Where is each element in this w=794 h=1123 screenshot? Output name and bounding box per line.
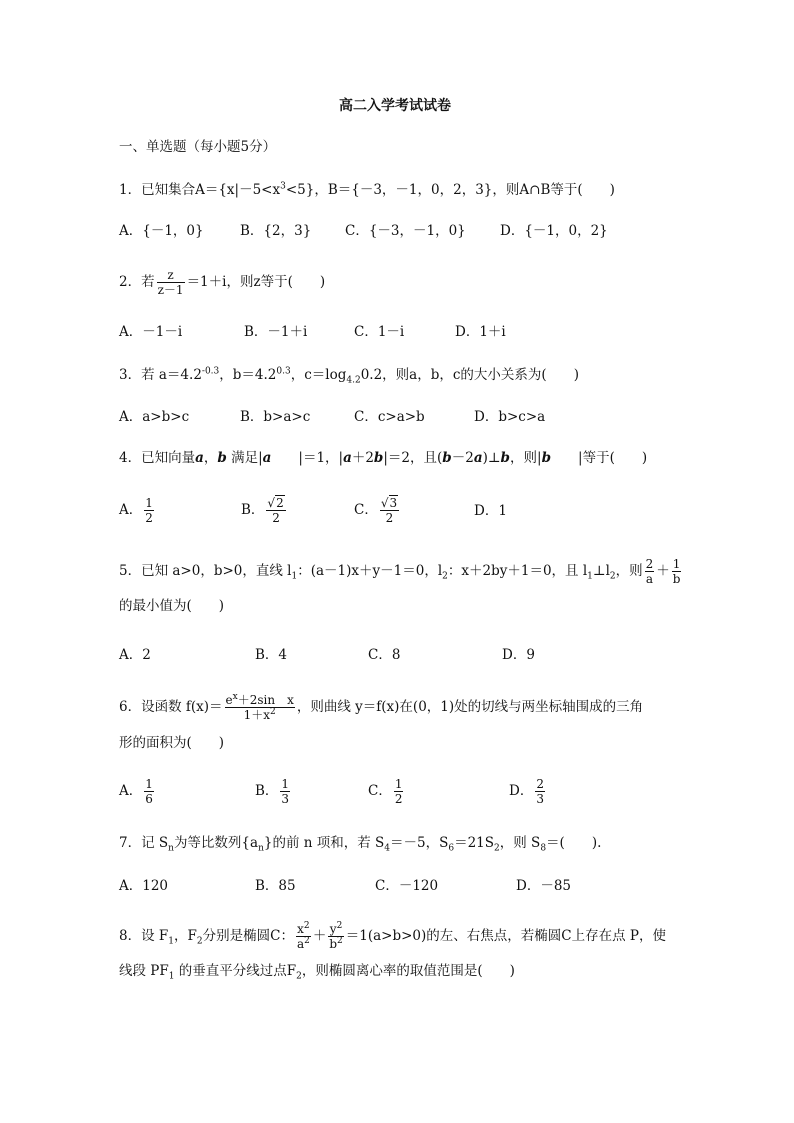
question-text: ，则 xyxy=(615,563,643,579)
fraction-denominator: a xyxy=(645,572,654,586)
question-text: ＝－5，S xyxy=(390,835,449,851)
subscript: 6 xyxy=(448,843,455,854)
fraction-numerator xyxy=(225,693,295,708)
question-text: ，则| xyxy=(510,450,542,466)
fraction-numerator: 2 xyxy=(536,777,544,791)
question-number: 4． xyxy=(119,450,142,466)
question-text: 设 F xyxy=(141,928,169,944)
fraction-numerator: 1 xyxy=(145,777,153,791)
option-label: B． xyxy=(255,783,279,799)
option-label: C． xyxy=(368,783,392,799)
fraction xyxy=(535,777,545,806)
question-text: |＝1，| xyxy=(271,450,344,466)
question-number: 3． xyxy=(119,367,142,383)
q2-option-c[interactable]: C．1－i xyxy=(354,324,405,340)
question-2 xyxy=(119,266,325,298)
q3-option-c[interactable]: C．c>a>b xyxy=(354,409,425,425)
fraction-denominator: 3 xyxy=(536,792,544,806)
question-7 xyxy=(119,834,601,852)
fraction-denominator: 2 xyxy=(385,511,394,525)
superscript: -0.3 xyxy=(201,366,220,377)
question-text: ＋2sin x xyxy=(237,693,294,707)
fraction xyxy=(645,557,655,586)
question-text: ：(a－1)x＋y－1＝0，l xyxy=(297,563,443,579)
fraction-denominator: 3 xyxy=(281,792,290,806)
vector-b: b xyxy=(217,450,227,466)
q4-option-a[interactable] xyxy=(119,494,156,526)
subscript: 2 xyxy=(296,971,302,982)
question-number: 8． xyxy=(119,928,142,944)
question-text: ，则椭圆离心率的取值范围是( ) xyxy=(301,963,515,979)
question-text: ， xyxy=(203,450,218,466)
subscript: 8 xyxy=(540,843,547,854)
subscript: 2 xyxy=(196,936,203,947)
q1-option-d[interactable]: D．{－1，0，2} xyxy=(500,223,608,239)
fraction-numerator xyxy=(296,922,311,937)
fraction-numerator xyxy=(328,922,343,937)
q4-option-d[interactable]: D．1 xyxy=(474,503,507,519)
fraction-numerator: 1 xyxy=(145,496,153,510)
subscript: 2 xyxy=(494,843,500,854)
question-text: ＋ xyxy=(312,928,327,944)
q7-option-c[interactable]: C．－120 xyxy=(375,878,439,894)
question-text: 若 xyxy=(141,274,155,290)
question-6 xyxy=(119,689,643,725)
fraction xyxy=(394,777,404,806)
question-number: 1． xyxy=(119,182,142,198)
subscript: 2 xyxy=(609,571,616,582)
question-text: ，则 S xyxy=(499,835,541,851)
question-text: |＝2，且( xyxy=(383,450,443,466)
q5-option-b[interactable]: B．4 xyxy=(255,647,288,663)
sqrt-radicand: 3 xyxy=(389,496,398,510)
question-text: ：x＋2by＋1＝0，且 l xyxy=(447,563,588,579)
fraction-denominator: 6 xyxy=(145,792,153,806)
fraction-denominator xyxy=(225,708,295,722)
fraction-denominator: 2 xyxy=(272,511,280,525)
question-text: ＝1＋i，则z等于( ) xyxy=(186,274,326,290)
q7-option-d[interactable]: D．－85 xyxy=(516,878,572,894)
fraction-denominator xyxy=(296,937,311,951)
subscript: 1 xyxy=(291,571,298,582)
fraction xyxy=(672,557,682,586)
question-4 xyxy=(119,449,647,467)
q3-option-b[interactable]: B．b>a>c xyxy=(240,409,311,425)
question-text: 已知集合A＝{x|－5<x xyxy=(141,182,281,198)
question-text: 已知 a>0，b>0，直线 l xyxy=(141,563,292,579)
vector-a: a xyxy=(262,450,272,466)
subscript: 2 xyxy=(442,571,448,582)
q2-option-b[interactable]: B．－1＋i xyxy=(244,324,308,340)
subscript: 1 xyxy=(587,571,593,582)
superscript: 2 xyxy=(337,936,343,946)
q1-option-b[interactable]: B．{2，3} xyxy=(240,223,312,239)
q6-option-a[interactable] xyxy=(119,775,156,807)
q5-option-d[interactable]: D．9 xyxy=(502,647,535,663)
superscript: 0.3 xyxy=(276,366,291,377)
q3-option-d[interactable]: D．b>c>a xyxy=(474,409,546,425)
q1-option-c[interactable]: C．{－3，－1，0} xyxy=(345,223,466,239)
fraction-denominator: 2 xyxy=(145,511,153,525)
subscript: 1 xyxy=(168,971,175,982)
vector-b: b xyxy=(442,450,452,466)
vector-a: a xyxy=(473,450,483,466)
fraction-numerator: 1 xyxy=(281,777,290,791)
question-text: ＋ xyxy=(656,563,670,579)
vector-a: a xyxy=(195,450,204,466)
fraction-numerator: 1 xyxy=(394,777,403,791)
q4-option-c[interactable] xyxy=(354,494,401,526)
fraction-denominator: b xyxy=(672,572,681,586)
fraction xyxy=(380,496,399,525)
q2-option-a[interactable]: A．－1－i xyxy=(119,324,183,340)
option-label: B． xyxy=(241,502,265,518)
fraction-numerator: 2 xyxy=(645,557,654,571)
q7-option-a[interactable]: A．120 xyxy=(119,878,169,894)
question-3 xyxy=(119,366,579,384)
option-label: D． xyxy=(509,783,534,799)
question-text: ，则曲线 y＝f(x)在(0，1)处的切线与两坐标轴围成的三角 xyxy=(296,699,644,715)
fraction xyxy=(157,268,185,297)
question-text: a xyxy=(296,937,305,951)
question-text: 0.2，则a，b，c的大小关系为( ) xyxy=(360,367,579,383)
question-text: 1＋x xyxy=(243,708,271,722)
subscript: n xyxy=(258,843,264,854)
question-number: 7． xyxy=(119,835,142,851)
question-text: ＝( ). xyxy=(546,835,602,851)
q5-option-a[interactable]: A．2 xyxy=(119,647,151,663)
q6-option-c[interactable] xyxy=(368,775,405,807)
question-text: 记 S xyxy=(141,835,169,851)
fraction xyxy=(280,777,290,806)
superscript: 2 xyxy=(303,921,310,931)
question-text: 的垂直平分线过点F xyxy=(174,963,297,979)
question-text: 若 a＝4.2 xyxy=(141,367,202,383)
question-text: 分别是椭圆C： xyxy=(202,928,294,944)
subscript: 4.2 xyxy=(346,375,361,386)
question-text: ⊥l xyxy=(592,563,610,579)
question-text: e xyxy=(225,693,233,707)
option-label: A． xyxy=(119,502,143,518)
q1-option-a[interactable]: A．{－1，0} xyxy=(119,223,204,239)
question-8-line-2 xyxy=(119,962,515,980)
question-text: ＝1(a>b>0)的左、右焦点，若椭圆C上存在点 P，使 xyxy=(345,928,666,944)
vector-b: b xyxy=(373,450,384,466)
q6-option-b[interactable] xyxy=(255,775,292,807)
superscript: 3 xyxy=(280,181,286,192)
question-text: 设函数 f(x)＝ xyxy=(141,699,223,715)
fraction-numerator: √2 xyxy=(267,496,284,510)
page-title: 高二入学考试试卷 xyxy=(339,98,451,114)
question-text: |等于( ) xyxy=(551,450,648,466)
q6-option-d[interactable] xyxy=(509,775,547,807)
superscript: 2 xyxy=(304,936,310,946)
option-label: A． xyxy=(119,783,143,799)
question-text: y xyxy=(329,922,337,936)
fraction-numerator: z xyxy=(157,268,185,283)
fraction xyxy=(144,496,154,525)
fraction-numerator: √3 xyxy=(380,496,398,510)
fraction xyxy=(266,496,285,525)
question-6-line-2: 形的面积为( ) xyxy=(119,735,225,751)
question-text: )⊥ xyxy=(482,450,501,466)
question-text: }的前 n 项和，若 S xyxy=(263,835,385,851)
question-number: 6． xyxy=(119,699,142,715)
question-text: ，F xyxy=(174,928,197,944)
question-number: 5． xyxy=(119,563,142,579)
vector-b: b xyxy=(500,450,510,466)
q3-option-a[interactable]: A．a>b>c xyxy=(119,409,190,425)
question-5 xyxy=(119,555,683,587)
question-text: <5}，B＝{－3，－1，0，2，3}，则A∩B等于( ) xyxy=(285,182,615,198)
fraction xyxy=(144,777,154,806)
question-text: 已知向量 xyxy=(141,450,196,466)
q4-option-b[interactable] xyxy=(241,494,288,526)
subscript: 1 xyxy=(168,936,174,947)
question-text: ，c＝log xyxy=(290,367,347,383)
fraction-denominator: 2 xyxy=(394,792,403,806)
question-text: 为等比数列{a xyxy=(173,835,259,851)
question-text: ＝21S xyxy=(454,835,495,851)
question-number: 2． xyxy=(119,274,142,290)
question-text: x xyxy=(297,922,304,936)
q2-option-d[interactable]: D．1＋i xyxy=(455,324,506,340)
question-1 xyxy=(119,181,615,199)
superscript: x xyxy=(232,692,238,702)
section-heading: 一、单选题（每小题5分） xyxy=(119,139,277,155)
question-text: 线段 PF xyxy=(119,963,169,979)
subscript: n xyxy=(168,843,174,854)
fraction xyxy=(296,922,311,951)
superscript: 2 xyxy=(336,921,343,931)
q5-option-c[interactable]: C．8 xyxy=(368,647,401,663)
superscript: 2 xyxy=(270,707,276,717)
q7-option-b[interactable]: B．85 xyxy=(255,878,296,894)
vector-a: a xyxy=(343,450,352,466)
fraction xyxy=(225,693,295,722)
fraction-denominator: z－1 xyxy=(157,283,184,297)
question-text: ，b＝4.2 xyxy=(219,367,277,383)
fraction-numerator: 1 xyxy=(672,557,681,571)
fraction-denominator xyxy=(328,937,343,951)
vector-b: b xyxy=(541,450,552,466)
question-text: ＋2 xyxy=(351,450,374,466)
option-label: C． xyxy=(354,502,378,518)
fraction xyxy=(328,922,343,951)
question-8 xyxy=(119,918,666,954)
question-text: b xyxy=(329,937,338,951)
question-5-line-2: 的最小值为( ) xyxy=(119,598,225,614)
question-text: 满足| xyxy=(226,450,263,466)
sqrt-radicand: 2 xyxy=(276,496,284,510)
subscript: 4 xyxy=(384,843,391,854)
question-text: －2 xyxy=(451,450,474,466)
